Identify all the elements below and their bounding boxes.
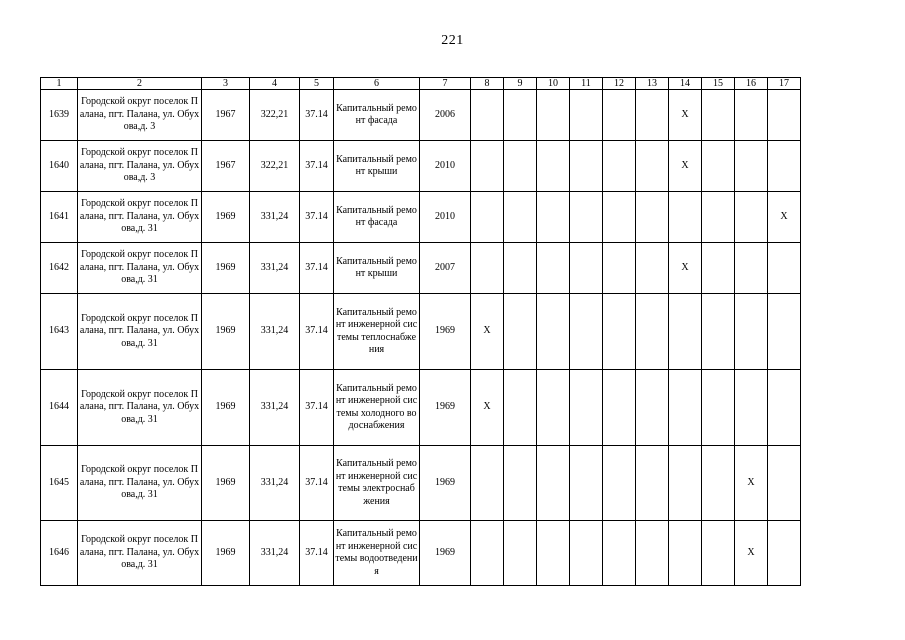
column-header: 11 [570, 78, 603, 90]
work-type-text: Капитальный ремонт инженерной системы водоотведения [335, 528, 418, 577]
table-cell: 1969 [420, 446, 471, 521]
column-header: 8 [471, 78, 504, 90]
table-cell [334, 90, 420, 141]
table-cell: X [669, 243, 702, 294]
table-row [41, 141, 801, 192]
column-header: 17 [768, 78, 801, 90]
table-cell: 2010 [420, 192, 471, 243]
table-cell [603, 141, 636, 192]
table-cell [768, 521, 801, 586]
table-cell: 1644 [41, 370, 78, 446]
table-row [41, 370, 801, 446]
table-cell: X [471, 370, 504, 446]
table-cell [636, 141, 669, 192]
work-type-text: Капитальный ремонт крыши [336, 255, 417, 279]
table-cell [735, 243, 768, 294]
table-cell [334, 243, 420, 294]
table-cell [570, 141, 603, 192]
table-cell [78, 243, 202, 294]
table-cell [636, 521, 669, 586]
table-cell [768, 243, 801, 294]
work-type-text: Капитальный ремонт инженерной системы теплоснабжения [335, 306, 418, 355]
table-cell [768, 370, 801, 446]
table-cell: 1969 [202, 521, 250, 586]
column-header: 6 [334, 78, 420, 90]
table-cell [334, 446, 420, 521]
table-cell [636, 192, 669, 243]
table-cell [702, 370, 735, 446]
table-cell [334, 521, 420, 586]
table-cell [603, 521, 636, 586]
column-header: 13 [636, 78, 669, 90]
table-cell [702, 90, 735, 141]
table-cell: 1643 [41, 294, 78, 370]
column-header: 16 [735, 78, 768, 90]
table-cell: 1969 [420, 370, 471, 446]
table-cell [570, 192, 603, 243]
table-cell [334, 192, 420, 243]
table-cell: 1969 [202, 446, 250, 521]
table-cell [768, 446, 801, 521]
column-header: 7 [420, 78, 471, 90]
table-cell: 331,24 [250, 192, 300, 243]
table-cell [537, 141, 570, 192]
table-cell [537, 370, 570, 446]
table-cell [735, 141, 768, 192]
table-cell: X [471, 294, 504, 370]
work-type-text: Капитальный ремонт фасада [336, 102, 417, 126]
table-cell: 2006 [420, 90, 471, 141]
table-cell [471, 446, 504, 521]
column-header: 10 [537, 78, 570, 90]
column-header: 15 [702, 78, 735, 90]
table-cell: 331,24 [250, 370, 300, 446]
table-cell [636, 294, 669, 370]
column-header: 14 [669, 78, 702, 90]
column-header: 4 [250, 78, 300, 90]
column-header: 3 [202, 78, 250, 90]
address-text: Городской округ поселок Палана, пгт. Палана, ул. Обухова,д. 3 [79, 96, 200, 133]
column-header: 1 [41, 78, 78, 90]
table-cell [570, 446, 603, 521]
table-cell [570, 521, 603, 586]
table-cell [603, 192, 636, 243]
table-cell [537, 294, 570, 370]
table-cell [504, 370, 537, 446]
table-cell: 2010 [420, 141, 471, 192]
table-cell [603, 294, 636, 370]
work-type-text: Капитальный ремонт инженерной системы электроснабжения [335, 458, 418, 507]
table-cell [603, 243, 636, 294]
table-cell: 37.14 [300, 521, 334, 586]
table-cell: 1646 [41, 521, 78, 586]
table-cell [603, 370, 636, 446]
table-cell: 331,24 [250, 521, 300, 586]
table-cell [570, 90, 603, 141]
repair-schedule-table [40, 77, 801, 586]
table-cell: 1969 [202, 294, 250, 370]
table-cell: X [669, 141, 702, 192]
table-cell: 1969 [202, 243, 250, 294]
table-cell [471, 141, 504, 192]
table-cell [669, 192, 702, 243]
table-cell [78, 370, 202, 446]
table-cell: 1969 [202, 192, 250, 243]
table-cell [504, 294, 537, 370]
table-cell [471, 90, 504, 141]
address-text: Городской округ поселок Палана, пгт. Палана, ул. Обухова,д. 31 [79, 312, 200, 349]
table-cell [504, 141, 537, 192]
table-cell [735, 370, 768, 446]
table-cell [669, 370, 702, 446]
table-cell [669, 446, 702, 521]
table-cell [504, 243, 537, 294]
table-cell [735, 294, 768, 370]
table-cell [636, 446, 669, 521]
table-cell [334, 370, 420, 446]
table-cell [735, 192, 768, 243]
table-cell: 2007 [420, 243, 471, 294]
table-cell: 37.14 [300, 90, 334, 141]
table-cell [471, 521, 504, 586]
table-cell [702, 141, 735, 192]
table-cell [735, 90, 768, 141]
table-row [41, 90, 801, 141]
address-text: Городской округ поселок Палана, пгт. Палана, ул. Обухова,д. 31 [79, 534, 200, 571]
work-type-text: Капитальный ремонт инженерной системы холодного водоснабжения [335, 382, 418, 431]
table-cell [702, 192, 735, 243]
table-cell: 1641 [41, 192, 78, 243]
table-cell [334, 141, 420, 192]
table-cell [471, 192, 504, 243]
table-cell [471, 243, 504, 294]
table-cell [504, 192, 537, 243]
table-cell [636, 243, 669, 294]
table-cell: 331,24 [250, 243, 300, 294]
table-cell: 331,24 [250, 446, 300, 521]
table-cell [702, 294, 735, 370]
work-type-text: Капитальный ремонт фасада [336, 204, 417, 228]
table-cell: 1639 [41, 90, 78, 141]
table-cell [669, 294, 702, 370]
table-cell [570, 243, 603, 294]
table-row [41, 192, 801, 243]
table-cell: X [735, 521, 768, 586]
table-cell: 1969 [202, 370, 250, 446]
page-number: 221 [441, 33, 464, 48]
table-cell: 322,21 [250, 90, 300, 141]
column-header: 12 [603, 78, 636, 90]
table-cell: 37.14 [300, 141, 334, 192]
table-cell [334, 294, 420, 370]
table-cell [669, 521, 702, 586]
table-cell [78, 294, 202, 370]
table-cell: 1967 [202, 141, 250, 192]
address-text: Городской округ поселок Палана, пгт. Палана, ул. Обухова,д. 3 [79, 147, 200, 184]
table-cell: 37.14 [300, 294, 334, 370]
table-cell: X [735, 446, 768, 521]
table-cell [636, 90, 669, 141]
table-cell [537, 192, 570, 243]
table-cell [78, 141, 202, 192]
table-cell [702, 521, 735, 586]
table-cell [78, 192, 202, 243]
header-row [41, 78, 801, 90]
column-header: 2 [78, 78, 202, 90]
table-cell [603, 446, 636, 521]
table-cell [504, 90, 537, 141]
table-row [41, 243, 801, 294]
address-text: Городской округ поселок Палана, пгт. Палана, ул. Обухова,д. 31 [79, 388, 200, 425]
table-cell: 37.14 [300, 370, 334, 446]
table-row [41, 521, 801, 586]
table-cell: 1969 [420, 521, 471, 586]
table-cell [702, 446, 735, 521]
table-cell: 322,21 [250, 141, 300, 192]
table-cell [636, 370, 669, 446]
table-cell [504, 521, 537, 586]
table-cell [768, 294, 801, 370]
table-cell: 1969 [420, 294, 471, 370]
table-cell [78, 90, 202, 141]
address-text: Городской округ поселок Палана, пгт. Палана, ул. Обухова,д. 31 [79, 464, 200, 501]
table-cell [504, 446, 537, 521]
table-cell: 1645 [41, 446, 78, 521]
table-cell: 1967 [202, 90, 250, 141]
column-header: 9 [504, 78, 537, 90]
work-type-text: Капитальный ремонт крыши [336, 153, 417, 177]
table-cell [702, 243, 735, 294]
table-cell: 37.14 [300, 446, 334, 521]
table-cell [537, 521, 570, 586]
column-header: 5 [300, 78, 334, 90]
table-row [41, 446, 801, 521]
table-cell: X [768, 192, 801, 243]
table-cell [570, 294, 603, 370]
table-cell [78, 446, 202, 521]
table-cell [537, 90, 570, 141]
table-cell: X [669, 90, 702, 141]
table-cell [78, 521, 202, 586]
table-cell [570, 370, 603, 446]
table-cell [603, 90, 636, 141]
table-cell: 1640 [41, 141, 78, 192]
table-cell: 331,24 [250, 294, 300, 370]
address-text: Городской округ поселок Палана, пгт. Палана, ул. Обухова,д. 31 [79, 198, 200, 235]
address-text: Городской округ поселок Палана, пгт. Палана, ул. Обухова,д. 31 [79, 249, 200, 286]
table-cell: 37.14 [300, 192, 334, 243]
table-row [41, 294, 801, 370]
table-cell [537, 243, 570, 294]
table-cell: 37.14 [300, 243, 334, 294]
table-cell [768, 90, 801, 141]
table-cell [537, 446, 570, 521]
table-cell [768, 141, 801, 192]
table-cell: 1642 [41, 243, 78, 294]
